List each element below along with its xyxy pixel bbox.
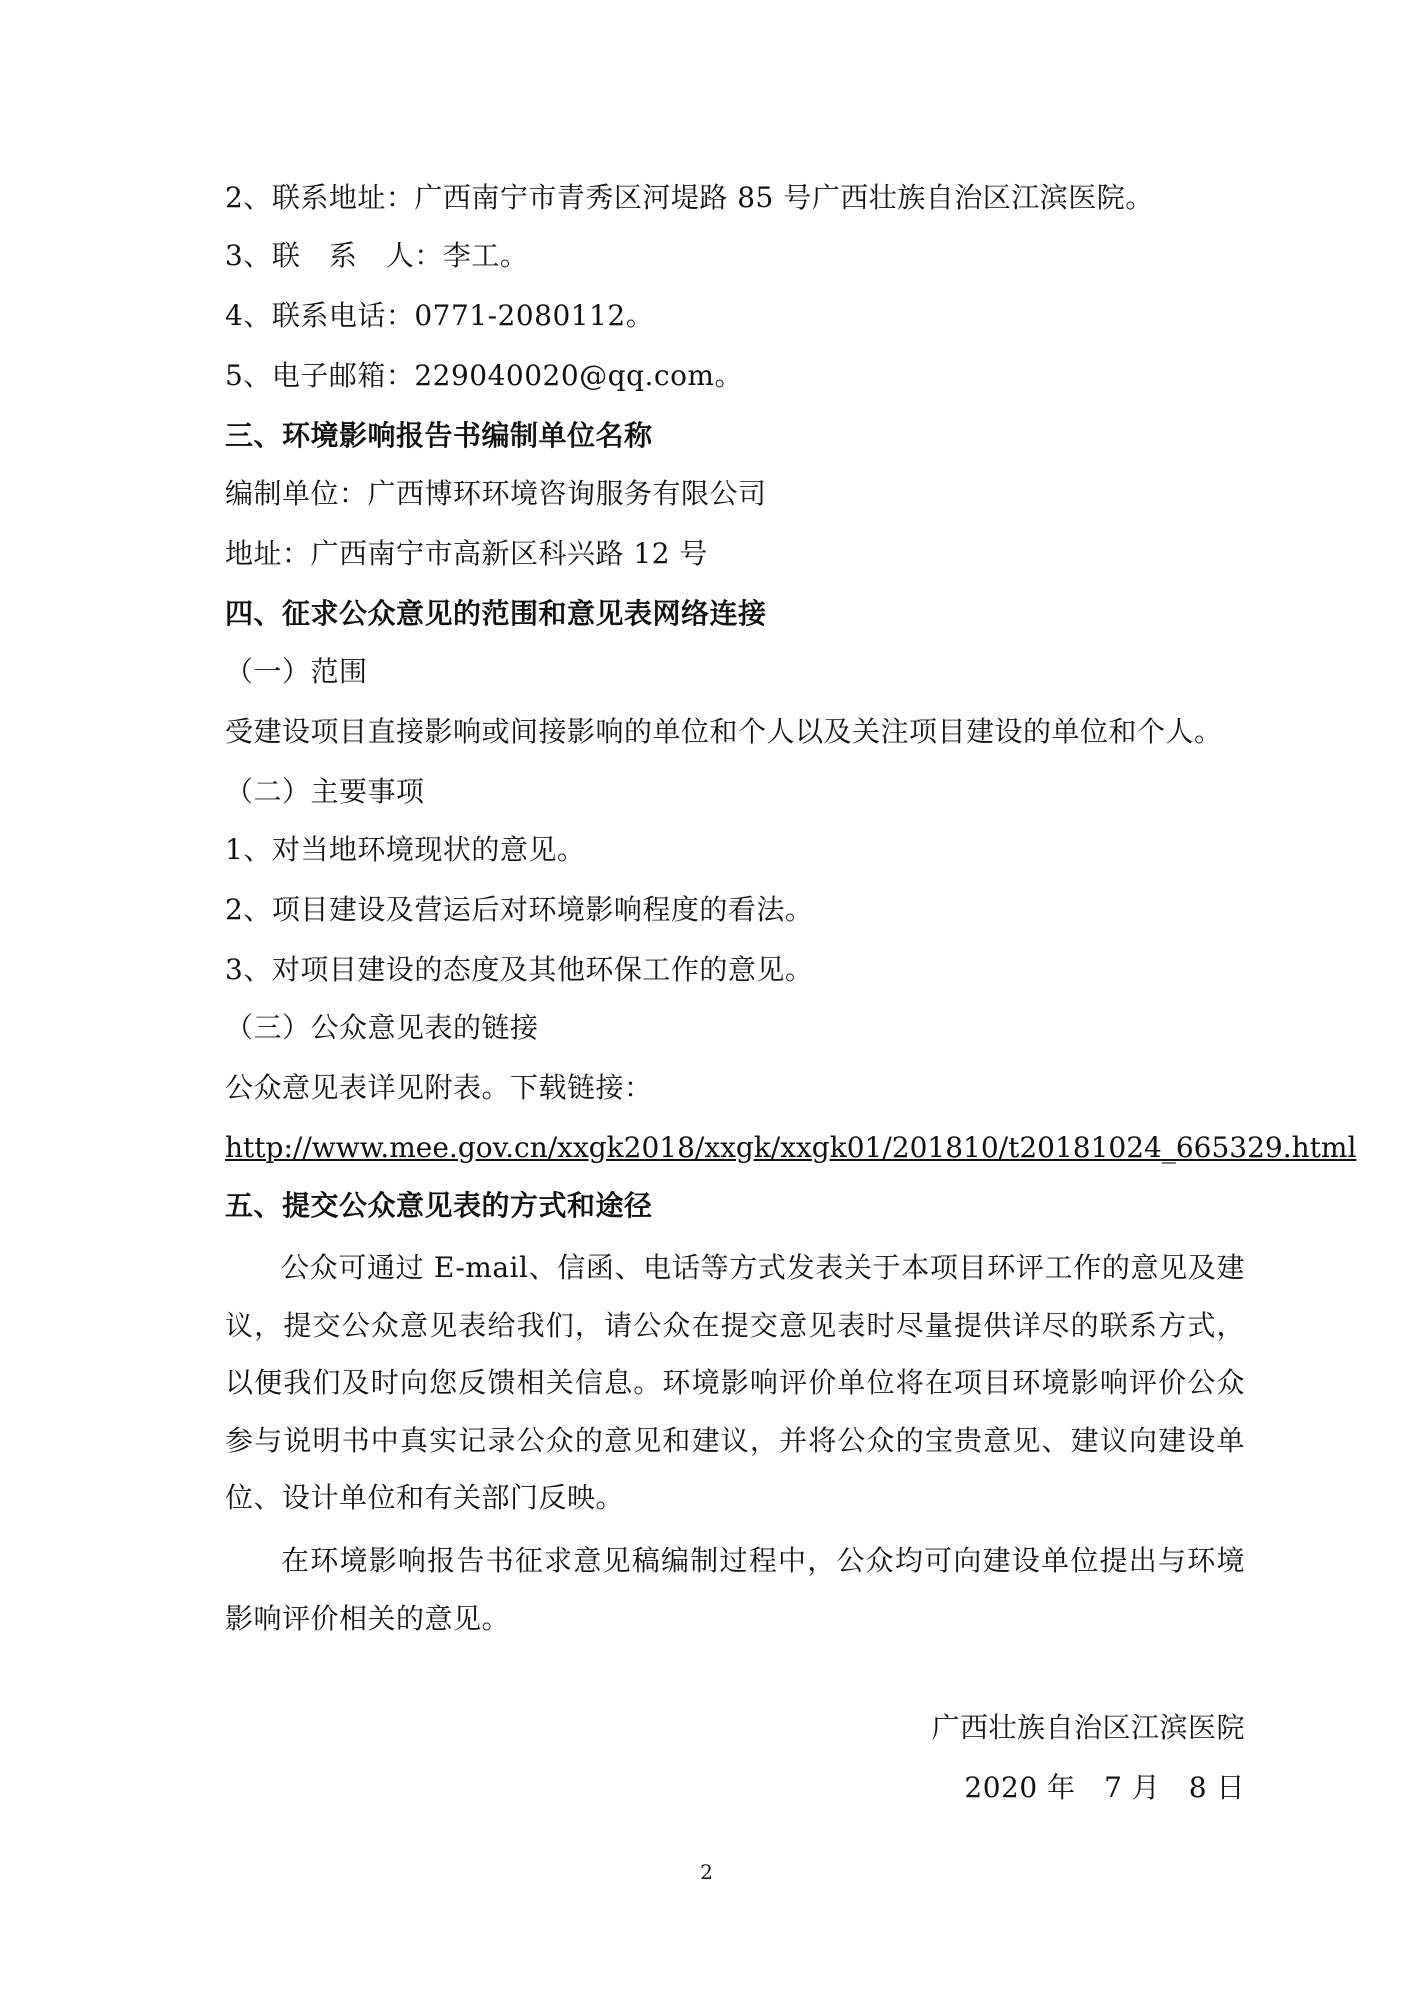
matters-title: （二）主要事项 bbox=[225, 775, 425, 808]
contact-phone: 4、联系电话：0771-2080112。 bbox=[225, 299, 655, 332]
scope-title: （一）范围 bbox=[225, 655, 368, 688]
matter-item: 2、项目建设及营运后对环境影响程度的看法。 bbox=[225, 893, 814, 926]
signature-org: 广西壮族自治区江滨医院 bbox=[931, 1711, 1245, 1744]
signature-date: 2020 年 7 月 8 日 bbox=[964, 1771, 1245, 1804]
matter-item: 3、对项目建设的态度及其他环保工作的意见。 bbox=[225, 953, 814, 986]
section3-unit: 编制单位：广西博环环境咨询服务有限公司 bbox=[225, 477, 767, 510]
section4-heading: 四、征求公众意见的范围和意见表网络连接 bbox=[225, 597, 767, 630]
download-label: 公众意见表详见附表。下载链接： bbox=[225, 1071, 653, 1104]
section5-paragraph-2: 在环境影响报告书征求意见稿编制过程中，公众均可向建设单位提出与环境影响评价相关的意见。 bbox=[225, 1544, 1245, 1635]
link-title: （三）公众意见表的链接 bbox=[225, 1011, 539, 1044]
download-link[interactable]: http://www.mee.gov.cn/xxgk2018/xxgk/xxgk01/201810/t20181024_665329.html bbox=[225, 1131, 1357, 1164]
section3-heading: 三、环境影响报告书编制单位名称 bbox=[225, 419, 653, 452]
contact-email: 5、电子邮箱：229040020@qq.com。 bbox=[225, 359, 743, 392]
contact-address: 2、联系地址：广西南宁市青秀区河堤路 85 号广西壮族自治区江滨医院。 bbox=[225, 181, 1154, 214]
section5-heading: 五、提交公众意见表的方式和途径 bbox=[225, 1189, 653, 1222]
contact-person: 3、联 系 人：李工。 bbox=[225, 239, 529, 272]
section5-paragraph-1: 公众可通过 E-mail、信函、电话等方式发表关于本项目环评工作的意见及建议，提交公众意见表给我们，请公众在提交意见表时尽量提供详尽的联系方式，以便我们及时向您反馈相关信息。环境影响评价单位将在项目环境影响评价公众参与说明书中真实记录公众的意见和建议，并将公众的宝贵意见、建议向建设单位、设计单位和有关部门反映。 bbox=[225, 1251, 1245, 1514]
section3-address: 地址：广西南宁市高新区科兴路 12 号 bbox=[225, 537, 708, 570]
matter-item: 1、对当地环境现状的意见。 bbox=[225, 833, 586, 866]
page-number: 2 bbox=[700, 1860, 713, 1884]
scope-text: 受建设项目直接影响或间接影响的单位和个人以及关注项目建设的单位和个人。 bbox=[225, 715, 1223, 748]
